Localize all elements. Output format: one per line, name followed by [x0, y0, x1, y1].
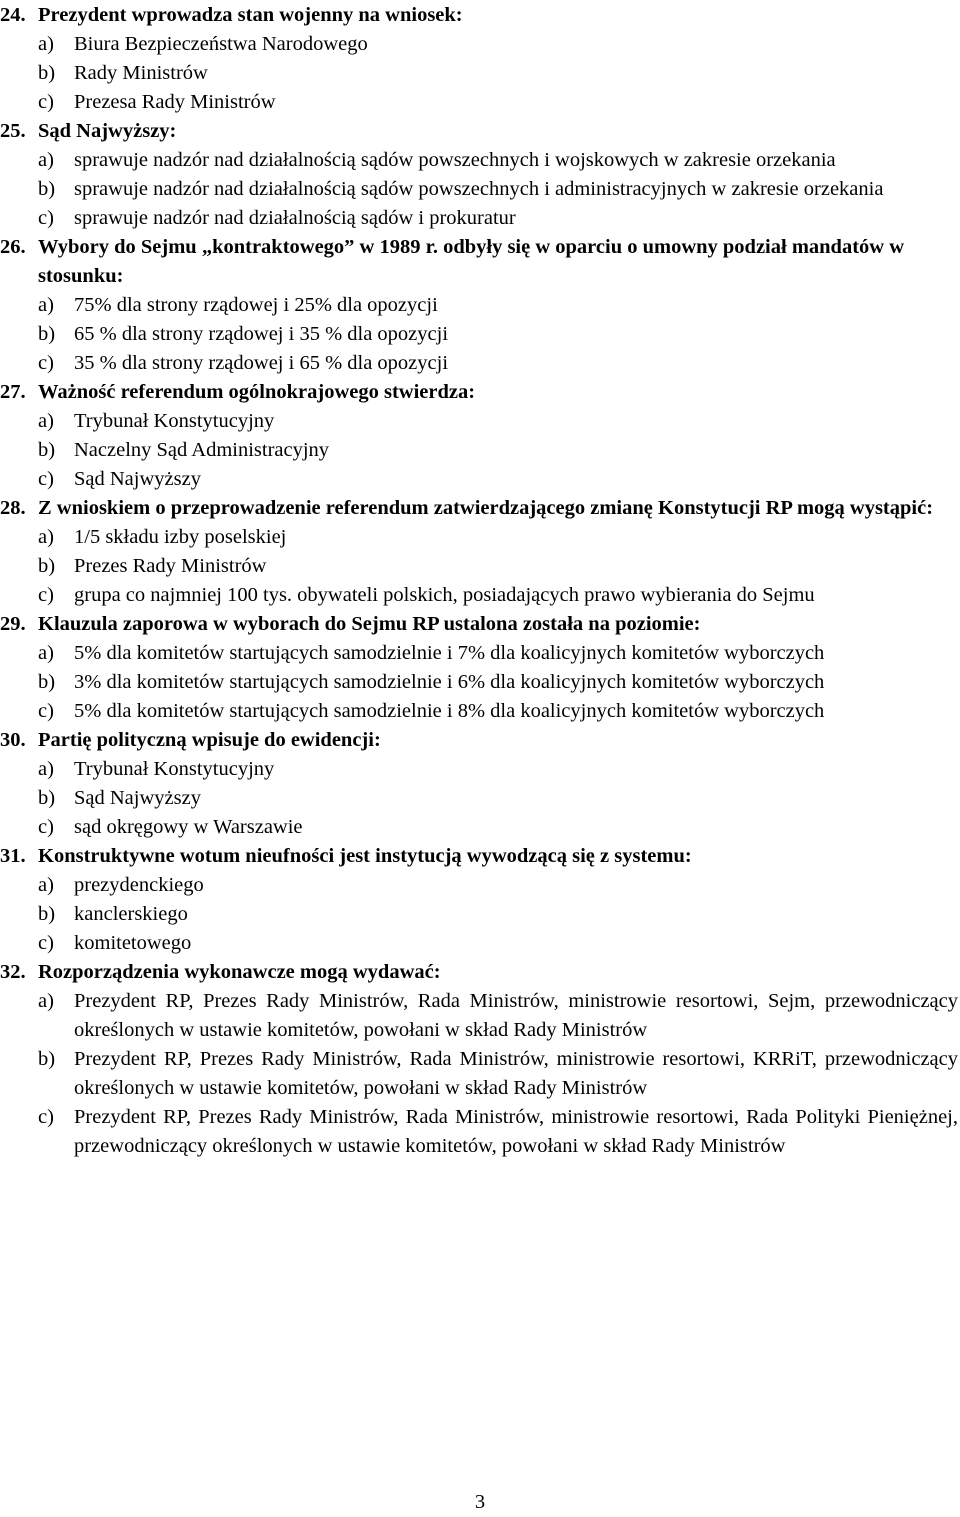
answer-option-c [0, 88, 958, 117]
question-number: 25. [0, 120, 26, 142]
question-26 [0, 233, 958, 378]
answer-options [0, 146, 958, 233]
question-title [0, 233, 958, 291]
question-text: Sąd Najwyższy: [38, 120, 177, 142]
question-number: 31. [0, 845, 26, 867]
question-title [0, 494, 958, 523]
answer-option-c [0, 929, 958, 958]
option-text: sąd okręgowy w Warszawie [74, 816, 303, 838]
option-letter: b) [38, 439, 56, 461]
question-title [0, 610, 958, 639]
option-text: sprawuje nadzór nad działalnością sądów powszechnych i wojskowych w zakresie orzekania [74, 149, 836, 171]
answer-option-a [0, 291, 958, 320]
option-text: 65 % dla strony rządowej i 35 % dla opozycji [74, 323, 449, 345]
option-letter: c) [38, 207, 54, 229]
question-title [0, 842, 958, 871]
question-text: Klauzula zaporowa w wyborach do Sejmu RP ustalona została na poziomie: [38, 613, 701, 635]
question-title [0, 726, 958, 755]
question-text: Ważność referendum ogólnokrajowego stwierdza: [38, 381, 476, 403]
option-text: Biura Bezpieczeństwa Narodowego [74, 33, 368, 55]
option-text: Prezydent RP, Prezes Rady Ministrów, Rada Ministrów, ministrowie resortowi, KRRiT, przewodniczący określonych w ustawie komitetów, powołani w skład Rady Ministrów [74, 1048, 958, 1099]
option-letter: c) [38, 468, 54, 490]
answer-option-c [0, 1103, 958, 1161]
answer-options [0, 523, 958, 610]
option-text: Trybunał Konstytucyjny [74, 758, 275, 780]
option-letter: b) [38, 323, 56, 345]
option-text: Trybunał Konstytucyjny [74, 410, 275, 432]
option-text: 5% dla komitetów startujących samodzielnie i 8% dla koalicyjnych komitetów wyborczych [74, 700, 825, 722]
question-number: 28. [0, 497, 26, 519]
question-number: 29. [0, 613, 26, 635]
option-text: prezydenckiego [74, 874, 204, 896]
question-number: 27. [0, 381, 26, 403]
question-number: 26. [0, 236, 26, 258]
answer-option-b [0, 900, 958, 929]
question-number: 30. [0, 729, 26, 751]
question-text: Wybory do Sejmu „kontraktowego” w 1989 r. odbyły się w oparciu o umowny podział mandatów w stosunku: [38, 236, 905, 287]
option-letter: c) [38, 932, 54, 954]
question-title [0, 1, 958, 30]
answer-option-a [0, 755, 958, 784]
answer-options [0, 871, 958, 958]
option-letter: a) [38, 758, 54, 780]
option-letter: a) [38, 294, 54, 316]
option-letter: c) [38, 1106, 54, 1128]
answer-option-c [0, 204, 958, 233]
answer-option-b [0, 552, 958, 581]
question-28 [0, 494, 958, 610]
question-title [0, 117, 958, 146]
answer-option-c [0, 697, 958, 726]
option-letter: c) [38, 700, 54, 722]
answer-option-b [0, 668, 958, 697]
option-text: 3% dla komitetów startujących samodzielnie i 6% dla koalicyjnych komitetów wyborczych [74, 671, 825, 693]
option-letter: a) [38, 410, 54, 432]
answer-option-a [0, 871, 958, 900]
answer-option-a [0, 987, 958, 1045]
question-list [0, 1, 958, 1161]
option-text: Prezydent RP, Prezes Rady Ministrów, Rada Ministrów, ministrowie resortowi, Sejm, przewodniczący określonych w ustawie komitetów, powołani w skład Rady Ministrów [74, 990, 958, 1041]
answer-options [0, 755, 958, 842]
question-27 [0, 378, 958, 494]
option-text: Sąd Najwyższy [74, 787, 201, 809]
answer-option-c [0, 581, 958, 610]
option-text: sprawuje nadzór nad działalnością sądów i prokuratur [74, 207, 516, 229]
option-letter: c) [38, 816, 54, 838]
question-text: Konstruktywne wotum nieufności jest instytucją wywodzącą się z systemu: [38, 845, 692, 867]
option-letter: c) [38, 91, 54, 113]
question-text: Prezydent wprowadza stan wojenny na wniosek: [38, 4, 463, 26]
option-letter: a) [38, 33, 54, 55]
question-number: 24. [0, 4, 26, 26]
question-title [0, 378, 958, 407]
question-32 [0, 958, 958, 1161]
option-letter: a) [38, 990, 54, 1012]
option-letter: a) [38, 874, 54, 896]
option-text: 35 % dla strony rządowej i 65 % dla opozycji [74, 352, 449, 374]
option-text: Prezes Rady Ministrów [74, 555, 267, 577]
answer-option-c [0, 465, 958, 494]
option-text: komitetowego [74, 932, 192, 954]
question-24 [0, 1, 958, 117]
option-text: Sąd Najwyższy [74, 468, 201, 490]
answer-option-a [0, 146, 958, 175]
question-number: 32. [0, 961, 26, 983]
question-31 [0, 842, 958, 958]
answer-option-b [0, 320, 958, 349]
option-text: 5% dla komitetów startujących samodzielnie i 7% dla koalicyjnych komitetów wyborczych [74, 642, 825, 664]
page-number: 3 [474, 1491, 486, 1513]
answer-option-c [0, 813, 958, 842]
question-text: Rozporządzenia wykonawcze mogą wydawać: [38, 961, 441, 983]
answer-option-b [0, 175, 958, 204]
option-letter: c) [38, 584, 54, 606]
option-letter: c) [38, 352, 54, 374]
option-letter: b) [38, 178, 56, 200]
question-25 [0, 117, 958, 233]
answer-options [0, 987, 958, 1161]
answer-options [0, 30, 958, 117]
answer-option-b [0, 436, 958, 465]
option-letter: b) [38, 555, 56, 577]
answer-option-b [0, 1045, 958, 1103]
answer-option-a [0, 407, 958, 436]
option-letter: a) [38, 642, 54, 664]
answer-option-c [0, 349, 958, 378]
answer-options [0, 639, 958, 726]
option-letter: b) [38, 903, 56, 925]
question-30 [0, 726, 958, 842]
option-text: grupa co najmniej 100 tys. obywateli polskich, posiadających prawo wybierania do Sejmu [74, 584, 815, 606]
option-letter: a) [38, 149, 54, 171]
answer-option-a [0, 639, 958, 668]
answer-option-b [0, 59, 958, 88]
option-text: Naczelny Sąd Administracyjny [74, 439, 330, 461]
question-text: Z wnioskiem o przeprowadzenie referendum zatwierdzającego zmianę Konstytucji RP mogą wystąpić: [38, 497, 934, 519]
option-text: sprawuje nadzór nad działalnością sądów powszechnych i administracyjnych w zakresie orzekania [74, 178, 884, 200]
option-letter: b) [38, 671, 56, 693]
option-text: kanclerskiego [74, 903, 188, 925]
answer-options [0, 291, 958, 378]
option-letter: b) [38, 1048, 56, 1070]
option-letter: b) [38, 787, 56, 809]
option-text: 75% dla strony rządowej i 25% dla opozycji [74, 294, 438, 316]
question-29 [0, 610, 958, 726]
option-text: 1/5 składu izby poselskiej [74, 526, 287, 548]
answer-option-b [0, 784, 958, 813]
option-text: Rady Ministrów [74, 62, 208, 84]
option-text: Prezydent RP, Prezes Rady Ministrów, Rada Ministrów, ministrowie resortowi, Rada Polityki Pieniężnej, przewodniczący określonych w ustawie komitetów, powołani w skład Rady Ministrów [74, 1106, 958, 1157]
answer-option-a [0, 30, 958, 59]
option-letter: b) [38, 62, 56, 84]
answer-options [0, 407, 958, 494]
answer-option-a [0, 523, 958, 552]
option-text: Prezesa Rady Ministrów [74, 91, 276, 113]
question-text: Partię polityczną wpisuje do ewidencji: [38, 729, 381, 751]
question-title [0, 958, 958, 987]
option-letter: a) [38, 526, 54, 548]
